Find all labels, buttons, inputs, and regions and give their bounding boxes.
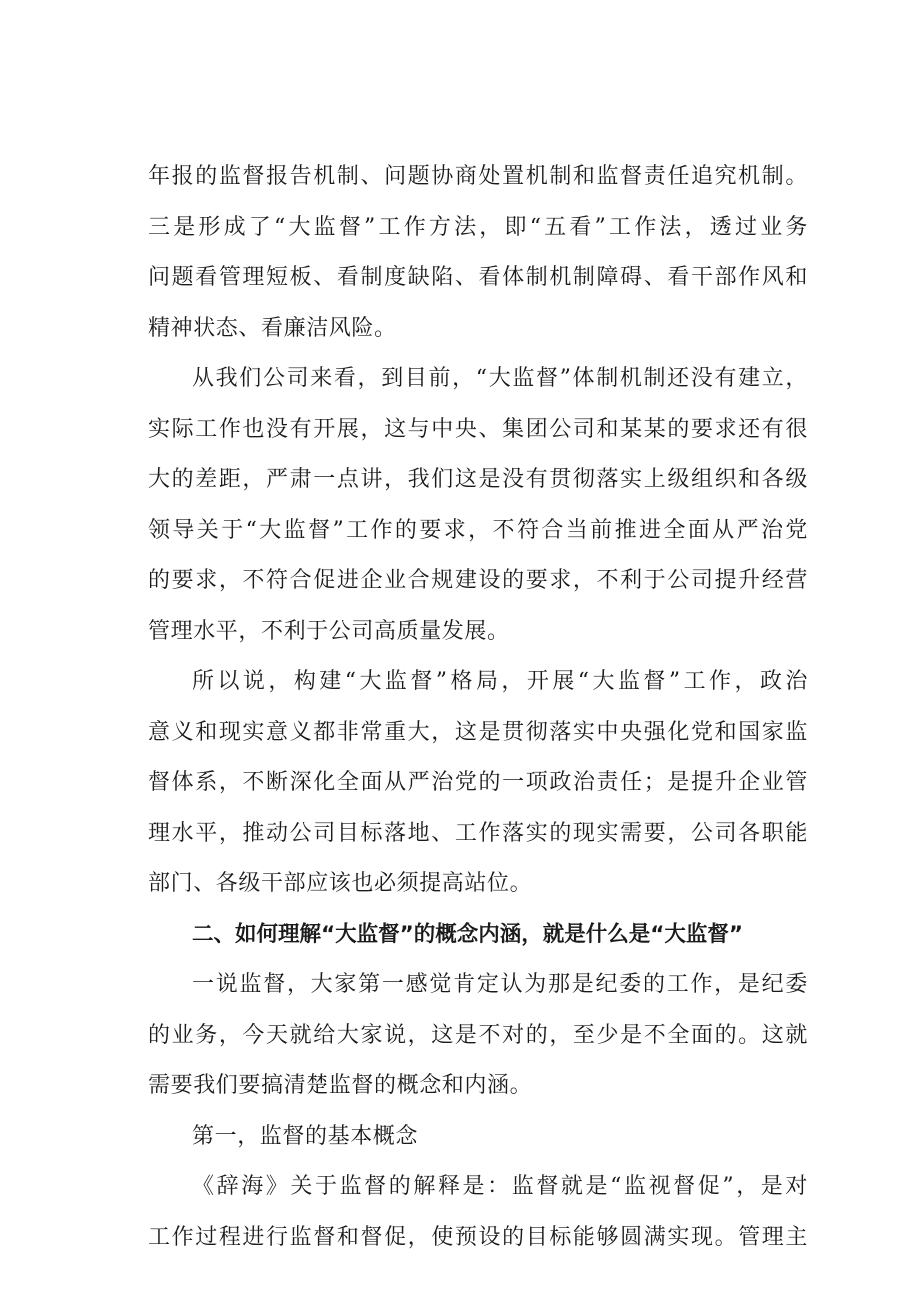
paragraph-line: 部门、各级干部应该也必须提高站位。 bbox=[148, 871, 533, 896]
paragraph-line: 精神状态、看廉洁风险。 bbox=[148, 315, 397, 341]
paragraph-first-line: 一说监督，大家第一感觉肯定认为那是纪委的工作，是纪委 bbox=[192, 972, 808, 997]
paragraph-line: 工作过程进行监督和督促，使预设的目标能够圆满实现。管理主 bbox=[148, 1224, 808, 1250]
paragraph-line: 意义和现实意义都非常重大，这是贯彻落实中央强化党和国家监 bbox=[148, 719, 808, 745]
paragraph-line: 领导关于“大监督”工作的要求，不符合当前推进全面从严治党 bbox=[148, 517, 808, 543]
paragraph-first-line: 《辞海》关于监督的解释是：监督就是“监视督促”，是对 bbox=[192, 1174, 808, 1199]
paragraph-line: 督体系，不断深化全面从严治党的一项政治责任；是提升企业管 bbox=[148, 770, 808, 795]
paragraph-line: 理水平，推动公司目标落地、工作落实的现实需要，公司各职能 bbox=[148, 820, 808, 846]
subsection-heading: 第一，监督的基本概念 bbox=[192, 1123, 419, 1149]
paragraph-first-line: 所以说，构建“大监督”格局，开展“大监督”工作，政治 bbox=[192, 669, 808, 694]
paragraph-first-line: 从我们公司来看，到目前，“大监督”体制机制还没有建立， bbox=[192, 366, 808, 391]
paragraph-line: 需要我们要搞清楚监督的概念和内涵。 bbox=[148, 1073, 533, 1098]
paragraph-line: 年报的监督报告机制、问题协商处置机制和监督责任追究机制。 bbox=[148, 164, 808, 189]
paragraph-line: 管理水平，不利于公司高质量发展。 bbox=[148, 618, 510, 644]
paragraph-line: 的要求，不符合促进企业合规建设的要求，不利于公司提升经营 bbox=[148, 568, 808, 593]
paragraph-line: 问题看管理短板、看制度缺陷、看体制机制障碍、看干部作风和 bbox=[148, 265, 808, 290]
section-heading: 二、如何理解“大监督”的概念内涵，就是什么是“大监督” bbox=[192, 921, 744, 947]
paragraph-line: 大的差距，严肃一点讲，我们这是没有贯彻落实上级组织和各级 bbox=[148, 467, 808, 492]
paragraph-line: 的业务，今天就给大家说，这是不对的，至少是不全面的。这就 bbox=[148, 1022, 808, 1048]
document-body bbox=[148, 152, 808, 1263]
paragraph-line: 实际工作也没有开展，这与中央、集团公司和某某的要求还有很 bbox=[148, 416, 808, 442]
paragraph-line: 三是形成了“大监督”工作方法，即“五看”工作法，透过业务 bbox=[148, 214, 808, 240]
